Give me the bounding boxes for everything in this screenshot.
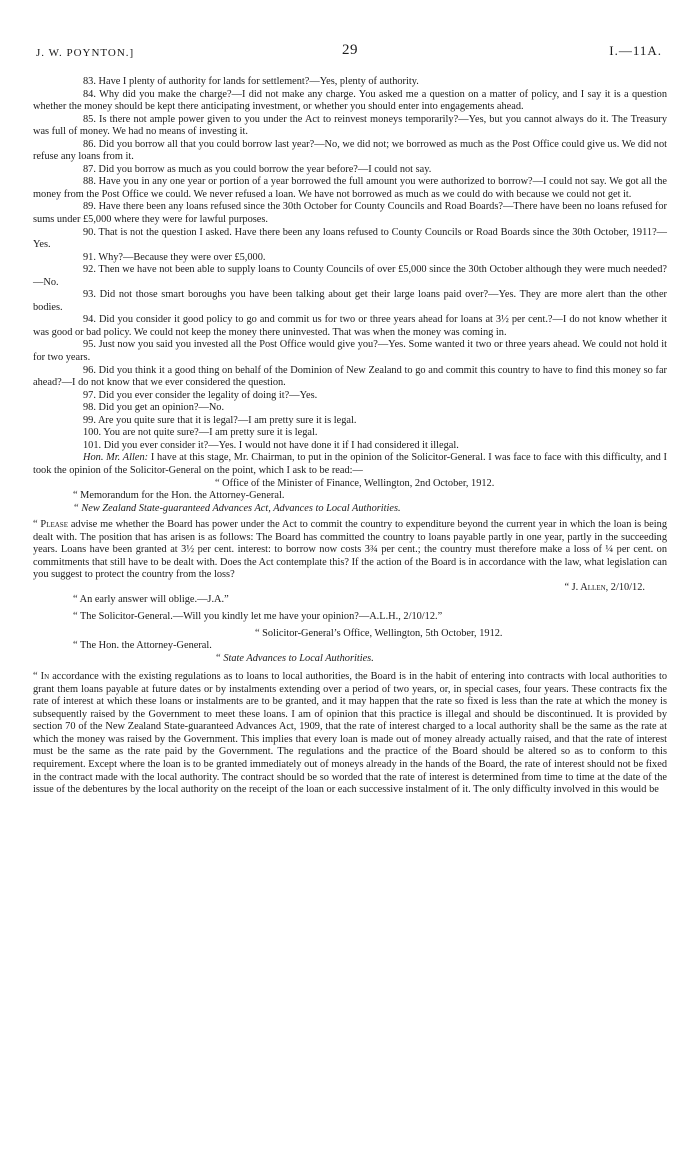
question-answer-99: 99. Are you quite sure that it is legal?—I am pretty sure it is legal. (83, 414, 357, 426)
memo-title-text: “ State Advances to Local Authorities. (215, 652, 374, 664)
memo-address-solicitor: “ Solicitor-General’s Office, Wellington, 5th October, 1912. (255, 627, 503, 639)
question-answer-97: 97. Did you ever consider the legality of doing it?—Yes. (83, 389, 318, 401)
question-answer-93: 93. Did not those smart boroughs you have been talking about get their large loans paid over?—Yes. They are more alert than the other bodies. (33, 289, 667, 313)
question-answer-90: 90. That is not the question I asked. Have there been any loans refused to County Councils or Road Boards since the 30th October, 1911?—Yes. (33, 226, 667, 251)
memo-address-finance: “ Office of the Minister of Finance, Wellington, 2nd October, 1912. (215, 477, 495, 489)
question-answer-100: 100. You are not quite sure?—I am pretty sure it is legal. (83, 427, 318, 439)
document-body (33, 76, 667, 797)
memo-title (33, 503, 667, 516)
question-answer-83: 83. Have I plenty of authority for lands for settlement?—Yes, plenty of authority. (83, 76, 419, 87)
question-answer-101: 101. Did you ever consider it?—Yes. I would not have done it if I had considered it illegal. (83, 439, 459, 451)
memo-body-text: advise me whether the Board has power under the Act to commit the country to expenditure beyond the current year in which the loan is being dealt with. The position that has arisen is as follows: The Board has committed the country to loans payable partly in one year, partly in the succeeding years. Loans have been granted at 3½ per cent. interest: to borrow now costs 3¾ per cent.; the country must therefore make a loss of ¼ per cent. on commitments that still have to be dealt with. Does the Act contemplate this? If the action of the Board is in accordance with the law, what legislation can you suggest to protect the country from the loss? (33, 519, 667, 581)
memo-body-text: accordance with the existing regulations as to loans to local authorities, the Board is in the habit of entering into contracts with local authorities to grant them loans payable at future dates or by instalments extending over a period of two years, or, in special cases, four years. These contracts fix the rate of interest at which these loans or instalments are to be granted, and it may happen that the rate so fixed is less than the rate at which the money is subsequently raised by the Government to meet these loans. I am of opinion that this practice is illegal and should be discontinued. It is provided by section 70 of the New Zealand State-guaranteed Advances Act, 1909, that the rate of interest charged to a local authority shall be the same as the rate at which the money was raised by the Government. This implies that every loan is made out of money already actually raised, and that the rate of interest must be the same as the rate paid by the Government. The regulations and the practice of the Board should be altered so as to conform to this requirement. Except where the loan is to be granted immediately out of moneys already in the hands of the Board, the rate of interest should not be fixed in the contract made with the local authority. The contract should be so worded that the rate of interest is determined from time to time at the date of the issue of the debentures by the local authority on the receipt of the loan or each successive instalment of it. The only difficulty involved in this would be (33, 671, 667, 796)
memo-title-text: “ New Zealand State-guaranteed Advances Act, Advances to Local Authorities. (73, 502, 401, 514)
question-answer-98: 98. Did you get an opinion?—No. (83, 402, 225, 414)
memo-opening-word: “ In (33, 671, 50, 683)
memo-title (33, 653, 667, 666)
question-answer-84: 84. Why did you make the charge?—I did not make any charge. You asked me a question on a matter of policy, and I say it is a question whether the money should be kept there anticipating investment, or whether you should enter into engagements ahead. (33, 88, 667, 113)
page-number: 29 (342, 42, 358, 58)
question-answer-92: 92. Then we have not been able to supply loans to County Councils of over £5,000 since the 30th October although they were much needed?—No. (33, 264, 667, 288)
memo-signature (33, 582, 667, 595)
memo-postscript: “ An early answer will oblige.—J.A.” (73, 594, 229, 606)
question-answer-94: 94. Did you consider it good policy to go and commit us for two or three years ahead for loans at 3½ per cent.?—I do not know whether it was good or bad policy. We could not keep the money there uninvested. That was when the money was coming in. (33, 314, 667, 338)
memo-referral: “ The Solicitor-General.—Will you kindly let me have your opinion?—A.L.H., 2/10/12.” (73, 610, 443, 622)
allen-statement-text: I have at this stage, Mr. Chairman, to put in the opinion of the Solicitor-General. I was face to face with this difficulty, and I took the opinion of the Solicitor-General on the point, which I ask to be read:— (33, 452, 667, 476)
memo-salutation: “ Memorandum for the Hon. the Attorney-General. (73, 490, 285, 502)
question-answer-86: 86. Did you borrow all that you could borrow last year?—No, we did not; we borrowed as much as the Post Office could give us. We did not refuse any loans from it. (33, 138, 667, 163)
memo-body-minister (33, 519, 667, 582)
question-answer-88: 88. Have you in any one year or portion of a year borrowed the full amount you were authorized to borrow?—I could not say. We got all the money from the Post Office we could. We never refused a loan. We have not borrowed as much as we could do with because we could not get it. (33, 176, 667, 200)
memo-opening-word: “ Please (33, 519, 68, 531)
question-answer-87: 87. Did you borrow as much as you could borrow the year before?—I could not say. (83, 163, 432, 175)
question-answer-85: 85. Is there not ample power given to you under the Act to reinvest moneys temporarily?—Yes, but you cannot always do it. The Treasury was full of money. We had no means of investing it. (33, 113, 667, 138)
signature-text: “ J. Allen, 2/10/12. (564, 581, 645, 593)
allen-statement (33, 452, 667, 477)
question-answer-91: 91. Why?—Because they were over £5,000. (83, 251, 266, 263)
memo-body-solicitor (33, 671, 667, 796)
running-head-witness: J. W. POYNTON.] (36, 47, 135, 59)
memo-salutation: “ The Hon. the Attorney-General. (73, 640, 212, 652)
question-answer-95: 95. Just now you said you invested all the Post Office would give you?—Yes. Some wanted it two or three years ahead. We could not hold it for two years. (33, 339, 667, 364)
paper-reference: I.—11A. (609, 43, 662, 58)
question-answer-96: 96. Did you think it a good thing on behalf of the Dominion of New Zealand to go and commit this country to have to find this money so far ahead?—I do not know that we ever considered the question. (33, 364, 667, 389)
question-answer-89: 89. Have there been any loans refused since the 30th October for County Councils and Road Boards?—There have been no loans refused for sums under £5,000 where they were for lawful purposes. (33, 201, 667, 226)
speaker-name: Hon. Mr. Allen: (83, 452, 149, 464)
